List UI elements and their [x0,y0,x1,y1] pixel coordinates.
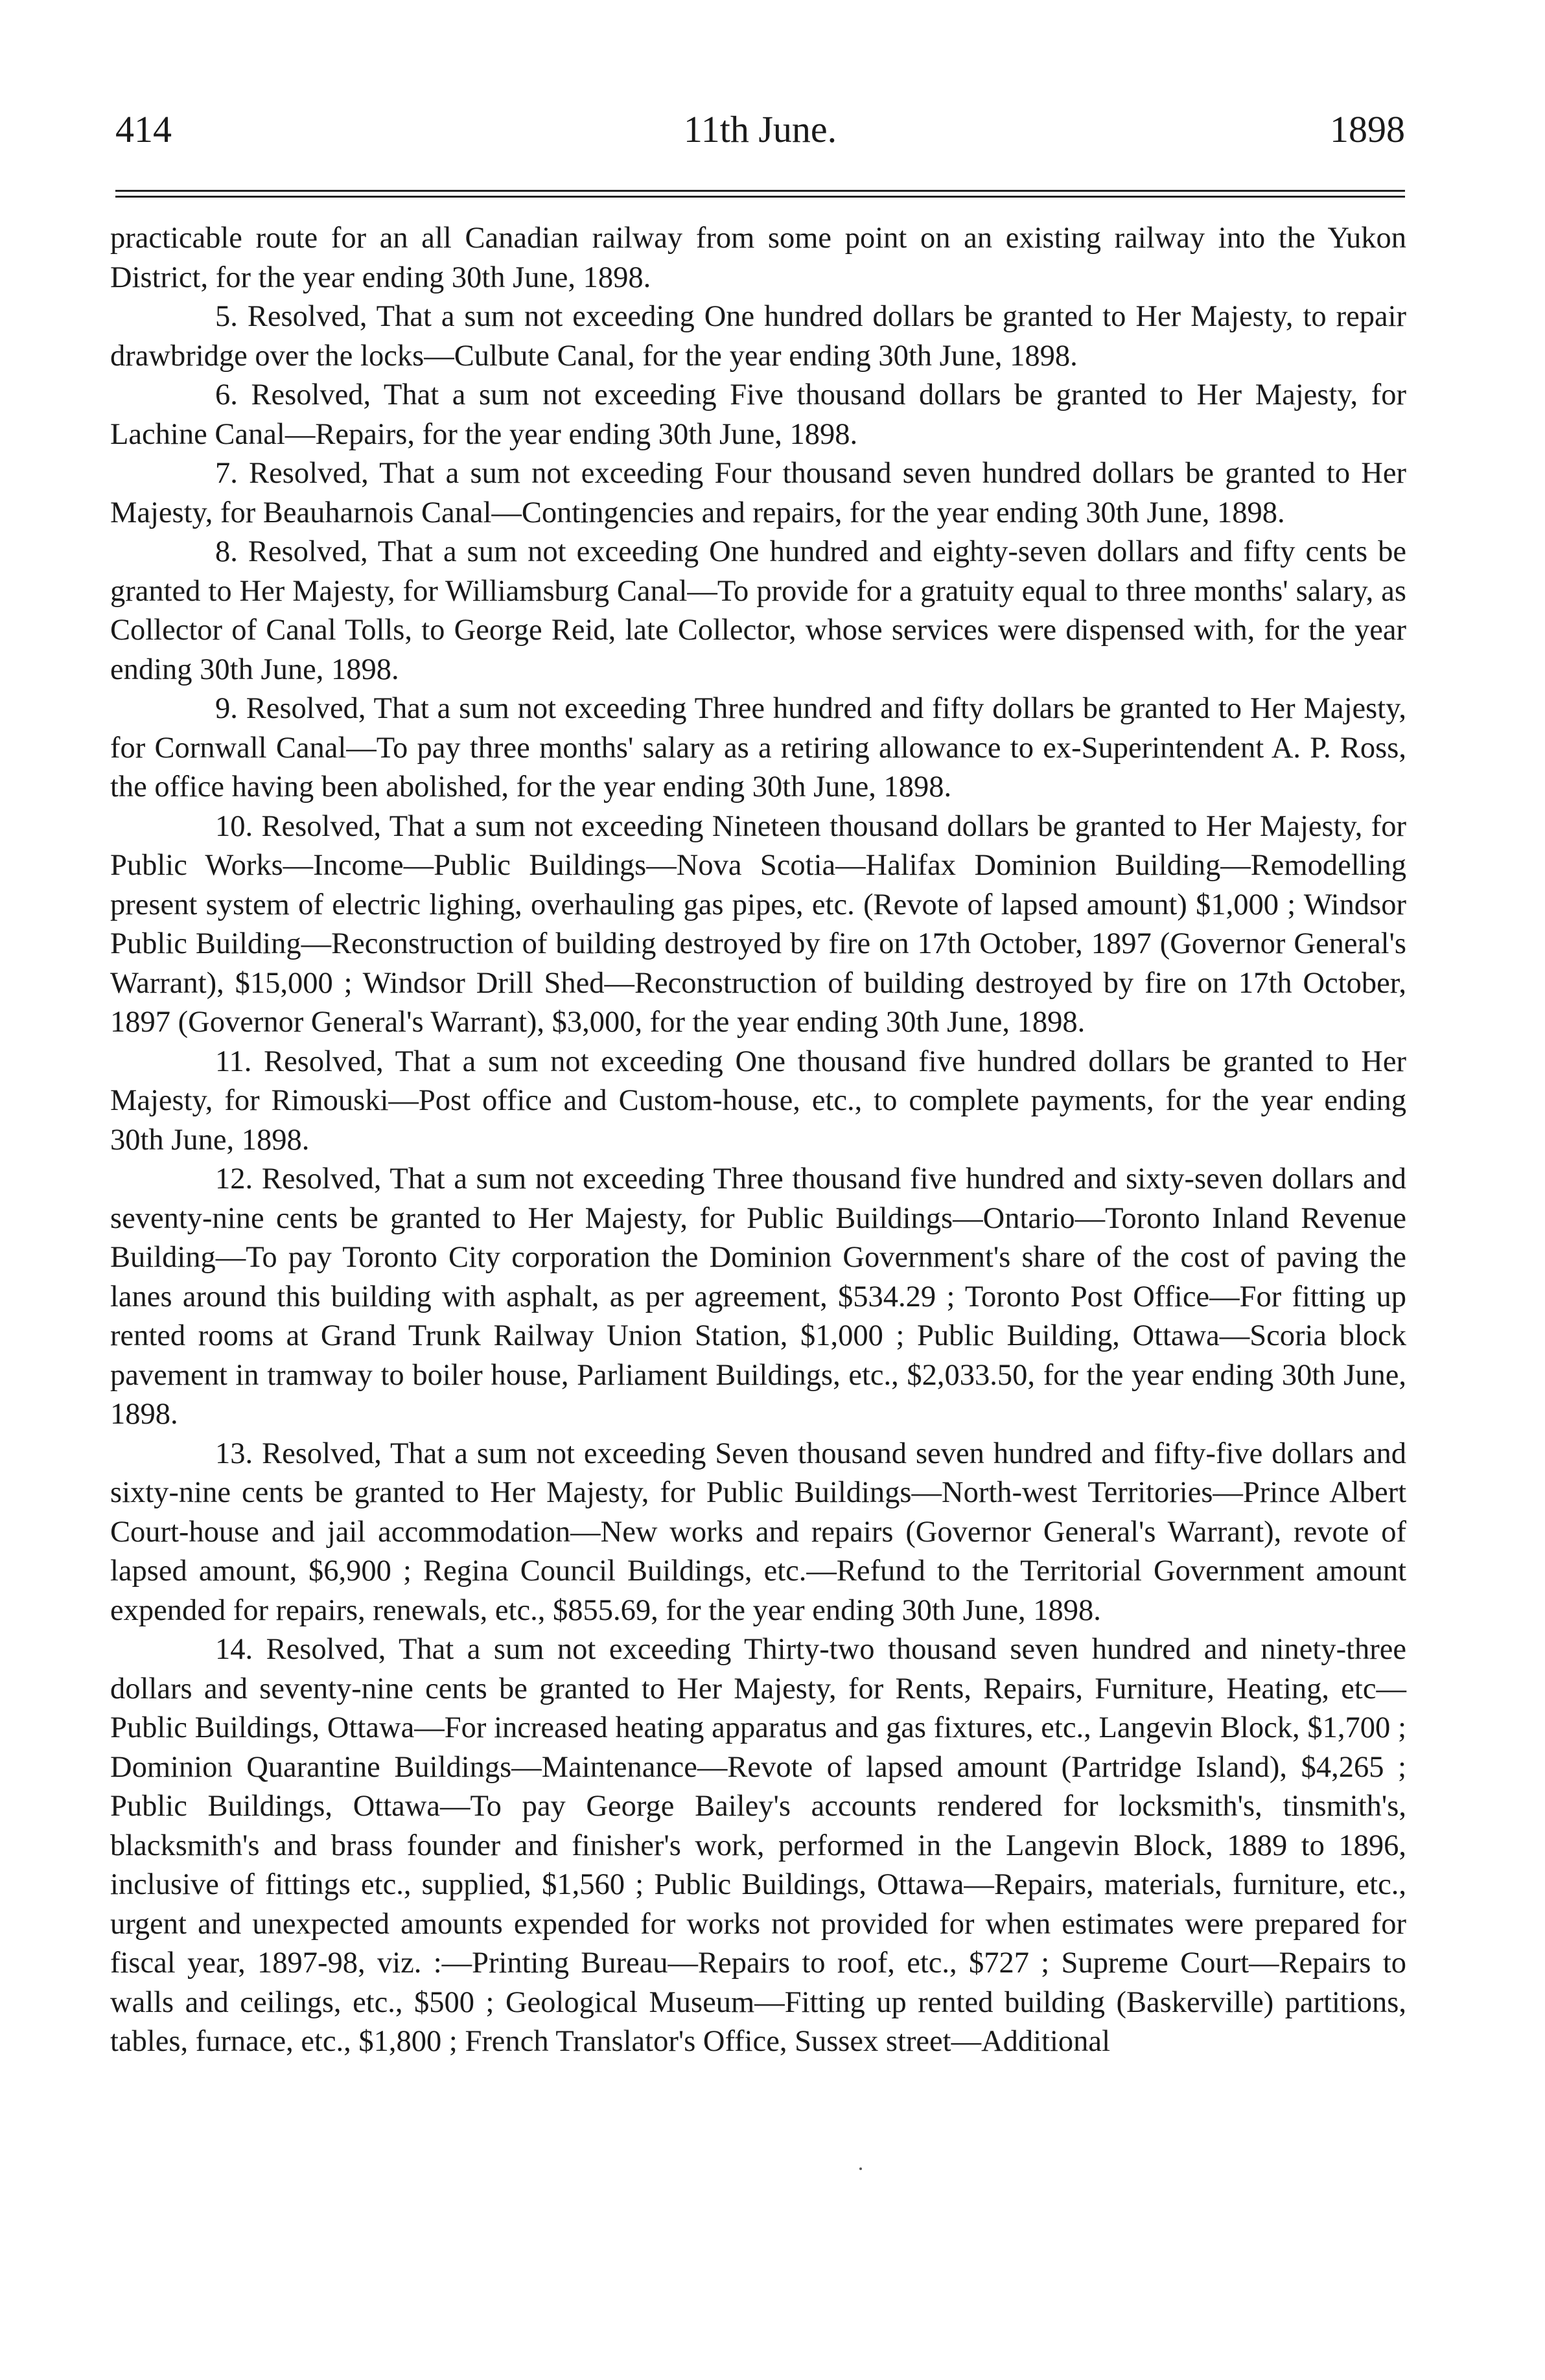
resolution-14: 14. Resolved, That a sum not exceeding Thirty-two thousand seven hundred and ninety-three dollars and seventy-nine cents be granted to Her Majesty, for Rents, Repairs, Furniture, Heating, etc—Public Buildings, Ottawa—For increased heating apparatus and gas fixtures, etc., Langevin Block, $1,700 ; Dominion Quarantine Buildings—Maintenance—Revote of lapsed amount (Partridge Island), $4,265 ; Public Buildings, Ottawa—To pay George Bailey's accounts rendered for locksmith's, tinsmith's, blacksmith's and brass founder and finisher's work, performed in the Langevin Block, 1889 to 1896, inclusive of fittings etc., supplied, $1,560 ; Public Buildings, Ottawa—Repairs, materials, furniture, etc., urgent and unexpected amounts expended for works not provided for when estimates were prepared for fiscal year, 1897-98, viz. :—Printing Bureau—Repairs to roof, etc., $727 ; Supreme Court—Repairs to walls and ceilings, etc., $500 ; Geological Museum—Fitting up rented building (Baskerville) partitions, tables, furnace, etc., $1,800 ; French Translator's Office, Sussex street—Additional [110,1633,1406,2058]
resolution-13: 13. Resolved, That a sum not exceeding Seven thousand seven hundred and fifty-five dollars and sixty-nine cents be granted to Her Majesty, for Public Buildings—North-west Territories—Prince Albert Court-house and jail accommodation—New works and repairs (Governor General's Warrant), revote of lapsed amount, $6,900 ; Regina Council Buildings, etc.—Refund to the Territorial Government amount expended for repairs, renewals, etc., $855.69, for the year ending 30th June, 1898. [110,1437,1406,1627]
resolution-6: 6. Resolved, That a sum not exceeding Five thousand dollars be granted to Her Majesty, for Lachine Canal—Repairs, for the year ending 30th June, 1898. [110,378,1406,451]
resolution-5: 5. Resolved, That a sum not exceeding One hundred dollars be granted to Her Majesty, to repair drawbridge over the locks—Culbute Canal, for the year ending 30th June, 1898. [110,300,1406,373]
header-year: 1898 [1330,108,1405,150]
paragraph-continued: practicable route for an all Canadian railway from some point on an existing railway into the Yukon District, for the year ending 30th June, 1898. [110,222,1406,294]
page-number: 414 [115,108,172,150]
body-text [110,219,1406,2062]
resolution-8: 8. Resolved, That a sum not exceeding One hundred and eighty-seven dollars and fifty cents be granted to Her Majesty, for Williamsburg Canal—To provide for a gratuity equal to three months' salary, as Collector of Canal Tolls, to George Reid, late Collector, whose services were dispensed with, for the year ending 30th June, 1898. [110,535,1406,686]
resolution-9: 9. Resolved, That a sum not exceeding Three hundred and fifty dollars be granted to Her Majesty, for Cornwall Canal—To pay three months' salary as a retiring allowance to ex-Superintendent A. P. Ross, the office having been abolished, for the year ending 30th June, 1898. [110,692,1406,803]
resolution-11: 11. Resolved, That a sum not exceeding One thousand five hundred dollars be granted to Her Majesty, for Rimouski—Post office and Custom-house, etc., to complete payments, for the year ending 30th June, 1898. [110,1045,1406,1157]
print-speck [859,2167,862,2170]
header-date: 11th June. [683,108,837,150]
resolution-7: 7. Resolved, That a sum not exceeding Four thousand seven hundred dollars be granted to Her Majesty, for Beauharnois Canal—Contingencies and repairs, for the year ending 30th June, 1898. [110,457,1406,529]
running-header [115,97,1405,162]
resolution-10: 10. Resolved, That a sum not exceeding Nineteen thousand dollars be granted to Her Majesty, for Public Works—Income—Public Buildings—Nova Scotia—Halifax Dominion Building—Remodelling present system of electric lighing, overhauling gas pipes, etc. (Revote of lapsed amount) $1,000 ; Windsor Public Building—Reconstruction of building destroyed by fire on 17th October, 1897 (Governor General's Warrant), $15,000 ; Windsor Drill Shed—Reconstruction of building destroyed by fire on 17th October, 1897 (Governor General's Warrant), $3,000, for the year ending 30th June, 1898. [110,809,1406,1039]
header-rule-bottom [115,196,1405,198]
header-rule-top [115,190,1405,192]
resolution-12: 12. Resolved, That a sum not exceeding Three thousand five hundred and sixty-seven dollars and seventy-nine cents be granted to Her Majesty, for Public Buildings—Ontario—Toronto Inland Revenue Building—To pay Toronto City corporation the Dominion Government's share of the cost of paving the lanes around this building with asphalt, as per agreement, $534.29 ; Toronto Post Office—For fitting up rented rooms at Grand Trunk Railway Union Station, $1,000 ; Public Building, Ottawa—Scoria block pavement in tramway to boiler house, Parliament Buildings, etc., $2,033.50, for the year ending 30th June, 1898. [110,1162,1406,1431]
